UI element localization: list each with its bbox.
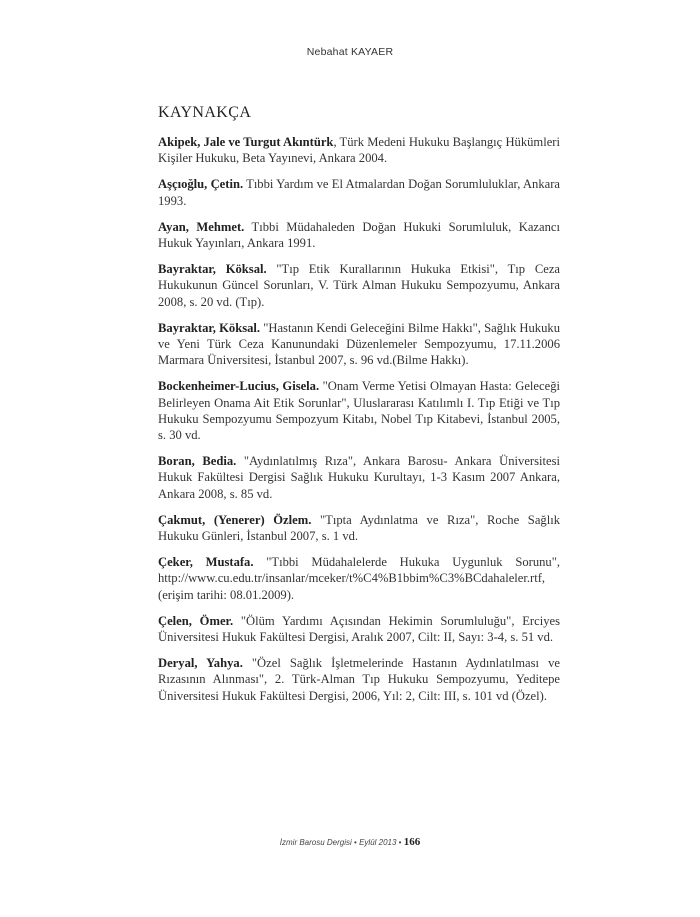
- reference-item: [158, 219, 560, 251]
- reference-text: "Aydınlatılmış Rıza", Ankara Barosu- Ankara Üniversitesi Hukuk Fakültesi Dergisi Sağlık Hukuku Kurultayı, 1-3 Kasım 2007 Ankara, Ankara 2008, s. 85 vd.: [158, 454, 560, 501]
- reference-author: Aşçıoğlu, Çetin.: [158, 177, 244, 192]
- reference-author: Bockenheimer-Lucius, Gisela.: [158, 379, 320, 394]
- reference-text: "Tıp Etik Kurallarının Hukuka Etkisi", Tıp Ceza Hukukunun Güncel Sorunları, V. Türk Alman Hukuku Sempozyumu, Ankara 2008, s. 20 vd. (Tıp).: [158, 262, 560, 309]
- reference-text: Tıbbi Yardım ve El Atmalardan Doğan Sorumluluklar, Ankara 1993.: [158, 177, 560, 208]
- reference-item: [158, 176, 560, 208]
- reference-text: "Tıpta Aydınlatma ve Rıza", Roche Sağlık Hukuku Günleri, İstanbul 2007, s. 1 vd.: [158, 512, 560, 544]
- reference-item: [158, 320, 560, 369]
- reference-author: Bayraktar, Köksal.: [158, 320, 261, 335]
- reference-item: [158, 134, 560, 166]
- running-header-author: Nebahat KAYAER: [306, 46, 394, 58]
- footer-journal-name: İzmir Barosu Dergisi: [279, 838, 352, 847]
- reference-text: "Onam Verme Yetisi Olmayan Hasta: Geleceği Belirleyen Onama Ait Etik Sorunlar", Uluslararası Katılımlı I. Tıp Etiği ve Tıp Hukuku Sempozyumu Sempozyum Kitabı, Nobel Tıp Kitabevi, İstanbul 2005, s. 30 vd.: [158, 379, 560, 443]
- footer-issue-date: Eylül 2013: [359, 838, 397, 847]
- reference-author: Akipek, Jale ve Turgut Akıntürk: [158, 135, 334, 149]
- page-number: 166: [403, 836, 421, 848]
- section-title: KAYNAKÇA: [158, 104, 252, 121]
- reference-item: [158, 613, 560, 645]
- reference-author: Çakmut, (Yenerer) Özlem.: [158, 512, 312, 527]
- footer-separator: •: [398, 838, 402, 847]
- reference-author: Deryal, Yahya.: [158, 656, 243, 671]
- reference-item: [158, 512, 560, 544]
- reference-author: Ayan, Mehmet.: [158, 219, 245, 234]
- reference-list: [158, 134, 560, 714]
- footer-separator: •: [354, 838, 357, 847]
- reference-author: Bayraktar, Köksal.: [158, 262, 267, 277]
- reference-author: Çeker, Mustafa.: [158, 555, 254, 570]
- reference-author: Boran, Bedia.: [158, 454, 237, 469]
- reference-text: Tıbbi Müdahaleden Doğan Hukuki Sorumluluk, Kazancı Hukuk Yayınları, Ankara 1991.: [158, 219, 560, 251]
- reference-text: "Ölüm Yardımı Açısından Hekimin Sorumluluğu", Erciyes Üniversitesi Hukuk Fakültesi Dergisi, Aralık 2007, Cilt: II, Sayı: 3-4, s. 51 vd.: [158, 613, 560, 645]
- reference-item: [158, 378, 560, 443]
- reference-item: [158, 453, 560, 502]
- reference-text: "Tıbbi Müdahalelerde Hukuka Uygunluk Sorunu", http://www.cu.edu.tr/insanlar/mceker/t%C4%B1bbim%C3%BCdahaleler.rtf, (erişim tarihi: 08.01.2009).: [158, 555, 560, 602]
- reference-text: "Hastanın Kendi Geleceğini Bilme Hakkı", Sağlık Hukuku ve Yeni Türk Ceza Kanunundaki Düzenlemeler Sempozyumu, 17.11.2006 Marmara Üniversitesi, İstanbul 2007, s. 96 vd.(Bilme Hakkı).: [158, 320, 560, 368]
- reference-item: [158, 655, 560, 704]
- reference-author: Çelen, Ömer.: [158, 613, 234, 628]
- reference-text: , Türk Medeni Hukuku Başlangıç Hükümleri Kişiler Hukuku, Beta Yayınevi, Ankara 2004.: [158, 135, 561, 166]
- reference-text: "Özel Sağlık İşletmelerinde Hastanın Aydınlatılması ve Rızasının Alınması", 2. Türk-Alman Tıp Hukuku Sempozyumu, Yeditepe Üniversitesi Hukuk Fakültesi Dergisi, 2006, Yıl: 2, Cilt: III, s. 101 vd (Özel).: [158, 656, 560, 703]
- reference-item: [158, 261, 560, 310]
- page-footer: [0, 836, 700, 848]
- reference-item: [158, 554, 560, 603]
